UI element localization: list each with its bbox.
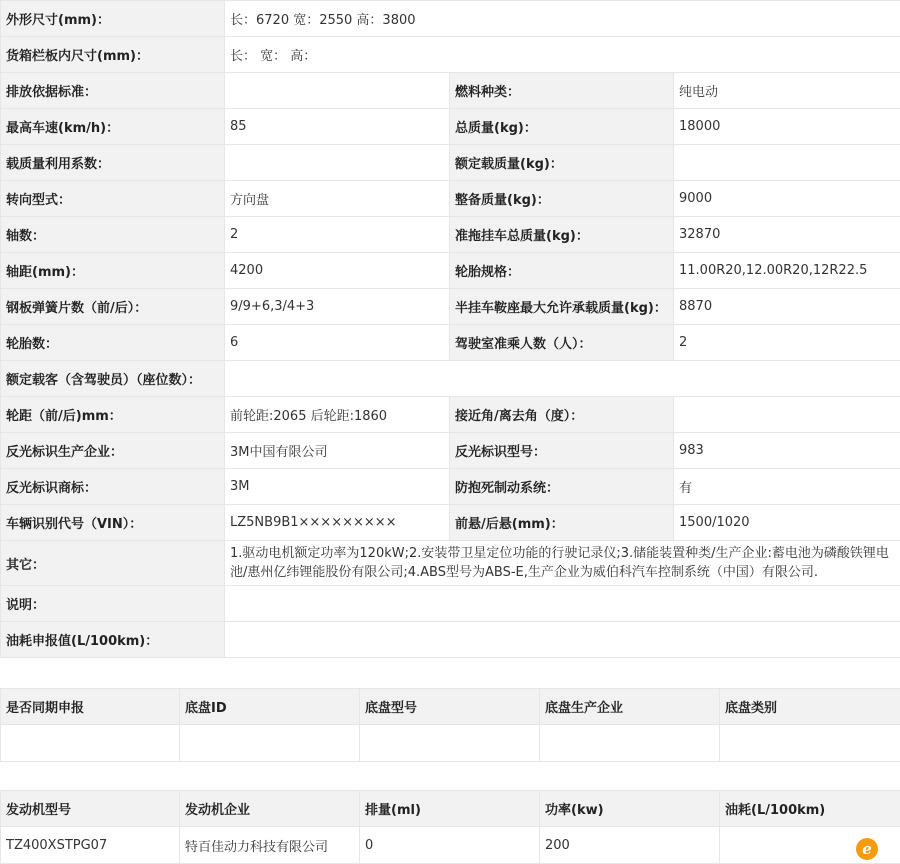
spec-value: 85 xyxy=(225,109,450,145)
spec-label: 额定载客（含驾驶员）（座位数）： xyxy=(1,361,225,397)
spec-row xyxy=(1,37,900,73)
spec-value: 3M中国有限公司 xyxy=(225,433,450,469)
spec-label: 其它： xyxy=(1,541,225,586)
spec-label: 反光标识商标： xyxy=(1,469,225,505)
spec-row xyxy=(1,145,900,181)
spec-label: 轴数： xyxy=(1,217,225,253)
engine-column-header: 发动机企业 xyxy=(180,791,360,827)
spec-row xyxy=(1,217,900,253)
spec-row xyxy=(1,109,900,145)
spec-value: 3M xyxy=(225,469,450,505)
chassis-column-header: 底盘ID xyxy=(180,689,360,725)
spec-label: 防抱死制动系统： xyxy=(450,469,674,505)
chassis-cell xyxy=(720,725,900,762)
spec-label: 说明： xyxy=(1,586,225,622)
spec-label: 前悬/后悬(mm)： xyxy=(450,505,674,541)
spec-label: 驾驶室准乘人数（人）： xyxy=(450,325,674,361)
chassis-cell xyxy=(540,725,720,762)
engine-table xyxy=(0,790,900,864)
chassis-cell xyxy=(1,725,180,762)
spec-label: 额定载质量(kg)： xyxy=(450,145,674,181)
spec-row xyxy=(1,73,900,109)
spec-label: 整备质量(kg)： xyxy=(450,181,674,217)
spec-value: 1500/1020 xyxy=(674,505,900,541)
spec-value xyxy=(225,586,900,622)
spec-value xyxy=(225,145,450,181)
spec-row xyxy=(1,433,900,469)
engine-cell: 特百佳动力科技有限公司 xyxy=(180,827,360,864)
spec-label: 载质量利用系数： xyxy=(1,145,225,181)
spec-label: 货箱栏板内尺寸(mm)： xyxy=(1,37,225,73)
spec-value: 32870 xyxy=(674,217,900,253)
spec-value xyxy=(674,397,900,433)
engine-row xyxy=(1,827,900,864)
spec-row xyxy=(1,541,900,586)
spec-row xyxy=(1,622,900,658)
spec-value: 9/9+6,3/4+3 xyxy=(225,289,450,325)
spec-value: 有 xyxy=(674,469,900,505)
engine-cell: 0 xyxy=(360,827,540,864)
spec-row xyxy=(1,586,900,622)
spec-value xyxy=(225,622,900,658)
engine-column-header: 功率(kw) xyxy=(540,791,720,827)
spec-value: 983 xyxy=(674,433,900,469)
spec-label: 外形尺寸(mm)： xyxy=(1,1,225,37)
spec-label: 轮胎数： xyxy=(1,325,225,361)
spec-value: 4200 xyxy=(225,253,450,289)
spec-value xyxy=(225,73,450,109)
engine-column-header: 油耗(L/100km) xyxy=(720,791,900,827)
chassis-cell xyxy=(180,725,360,762)
spec-value: 2 xyxy=(674,325,900,361)
spec-value: 1.驱动电机额定功率为120kW;2.安装带卫星定位功能的行驶记录仪;3.储能装置种类/生产企业:蓄电池为磷酸铁锂电池/惠州亿纬锂能股份有限公司;4.ABS型号为ABS-E,生产企业为威伯科汽车控制系统（中国）有限公司. xyxy=(225,541,900,586)
spec-row xyxy=(1,361,900,397)
spec-value: 11.00R20,12.00R20,12R22.5 xyxy=(674,253,900,289)
chassis-cell xyxy=(360,725,540,762)
spec-label: 排放依据标准： xyxy=(1,73,225,109)
spec-value: 9000 xyxy=(674,181,900,217)
spec-value xyxy=(225,361,900,397)
spec-label: 准拖挂车总质量(kg)： xyxy=(450,217,674,253)
spec-row xyxy=(1,1,900,37)
spec-value: 前轮距:2065 后轮距:1860 xyxy=(225,397,450,433)
spec-row xyxy=(1,469,900,505)
spec-label: 反光标识型号： xyxy=(450,433,674,469)
spec-value: 6 xyxy=(225,325,450,361)
spec-row xyxy=(1,325,900,361)
spec-label: 最高车速(km/h)： xyxy=(1,109,225,145)
spec-value: 长：6720 宽：2550 高：3800 xyxy=(225,1,900,37)
chassis-column-header: 底盘生产企业 xyxy=(540,689,720,725)
spec-label: 轮胎规格： xyxy=(450,253,674,289)
e-logo-icon: e xyxy=(856,838,878,860)
chassis-row xyxy=(1,725,900,762)
spec-row xyxy=(1,397,900,433)
spec-label: 燃料种类： xyxy=(450,73,674,109)
spec-row xyxy=(1,505,900,541)
spec-row xyxy=(1,181,900,217)
spec-value: LZ5NB9B1××××××××× xyxy=(225,505,450,541)
spec-label: 接近角/离去角（度）： xyxy=(450,397,674,433)
spec-label: 车辆识别代号（VIN）： xyxy=(1,505,225,541)
engine-column-header: 排量(ml) xyxy=(360,791,540,827)
spec-label: 油耗申报值(L/100km)： xyxy=(1,622,225,658)
chassis-header-row xyxy=(1,689,900,725)
spec-label: 钢板弹簧片数（前/后）： xyxy=(1,289,225,325)
chassis-column-header: 是否同期申报 xyxy=(1,689,180,725)
spec-label: 总质量(kg)： xyxy=(450,109,674,145)
spec-value: 2 xyxy=(225,217,450,253)
chassis-column-header: 底盘型号 xyxy=(360,689,540,725)
spec-value: 方向盘 xyxy=(225,181,450,217)
spec-row xyxy=(1,289,900,325)
engine-cell: 200 xyxy=(540,827,720,864)
spec-label: 转向型式： xyxy=(1,181,225,217)
spec-row xyxy=(1,253,900,289)
spec-value xyxy=(674,145,900,181)
spec-label: 半挂车鞍座最大允许承载质量(kg)： xyxy=(450,289,674,325)
chassis-column-header: 底盘类别 xyxy=(720,689,900,725)
engine-column-header: 发动机型号 xyxy=(1,791,180,827)
spec-value: 长： 宽： 高： xyxy=(225,37,900,73)
spec-label: 反光标识生产企业： xyxy=(1,433,225,469)
chassis-table xyxy=(0,688,900,762)
spec-value: 纯电动 xyxy=(674,73,900,109)
spec-value: 8870 xyxy=(674,289,900,325)
engine-header-row xyxy=(1,791,900,827)
spec-value: 18000 xyxy=(674,109,900,145)
spec-label: 轮距（前/后)mm： xyxy=(1,397,225,433)
spec-label: 轴距(mm)： xyxy=(1,253,225,289)
engine-cell: TZ400XSTPG07 xyxy=(1,827,180,864)
